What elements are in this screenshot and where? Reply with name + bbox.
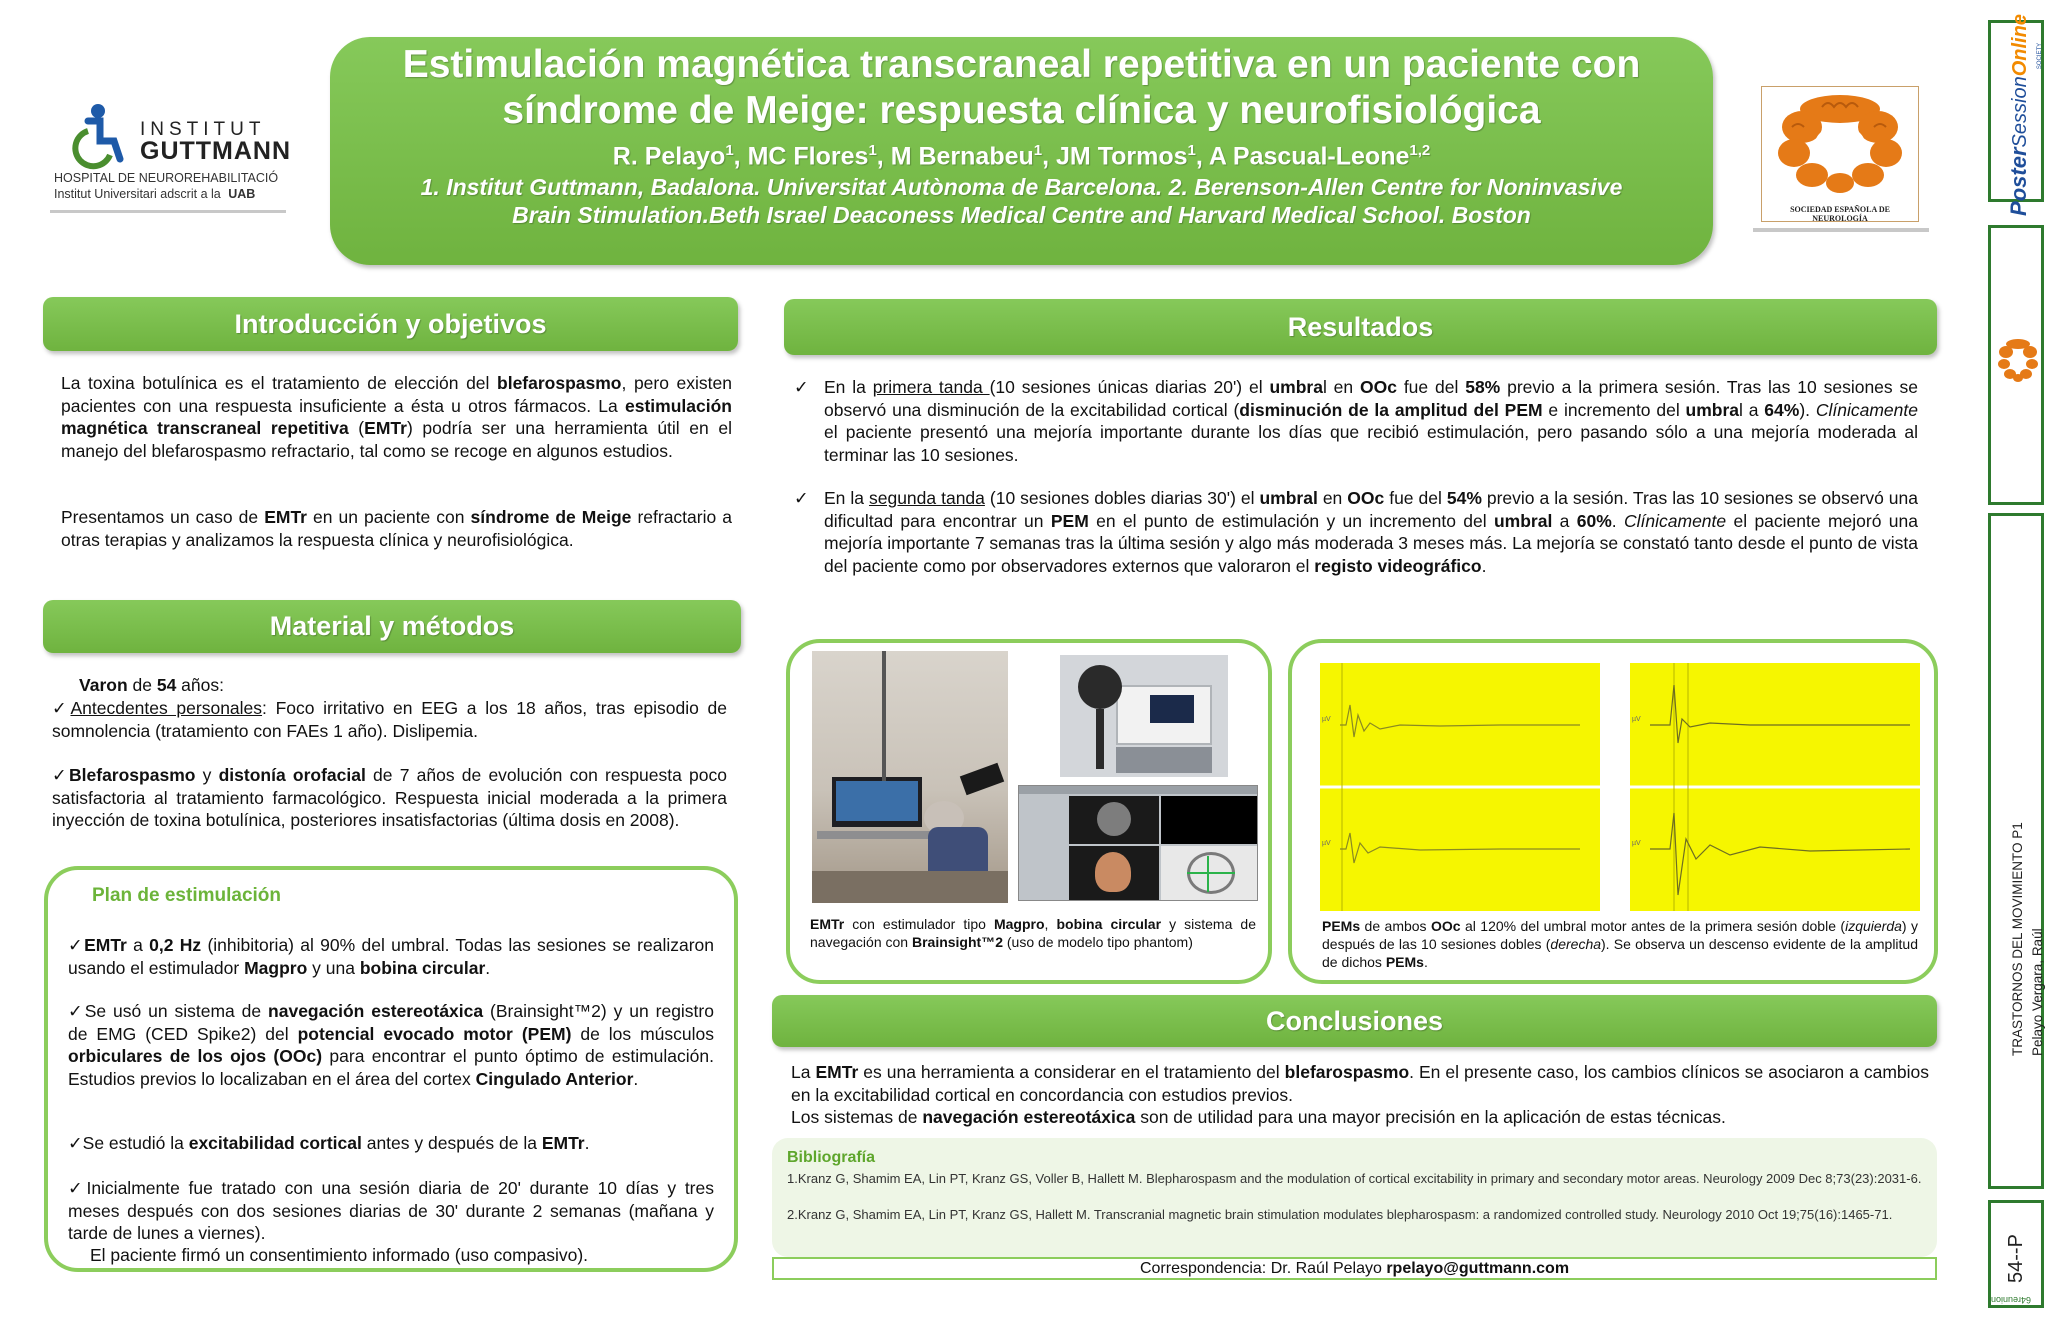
sidebar-footer: 64reunion	[1990, 1295, 2031, 1305]
text-run: de ambos	[1360, 918, 1431, 934]
text-run: y una	[307, 957, 360, 978]
text-run: bobina circular	[1056, 916, 1162, 932]
text-run: EMTr	[264, 507, 307, 527]
text-run: (10 sesiones únicas diarias 20') el	[989, 377, 1270, 397]
intro-heading: Introducción y objetivos	[43, 297, 738, 351]
text-run: . En el presente caso, los cambios clínicos se asociaron a cambios en la excitabilidad cortical en concordancia con estudios previos.	[791, 1062, 1930, 1105]
conclusions-paragraph-2	[791, 1106, 1929, 1129]
text-run: e incremento del	[1542, 399, 1686, 420]
logo-underline	[50, 210, 286, 213]
text-run: ,	[1044, 916, 1057, 932]
logo-line-hospital: HOSPITAL DE NEUROREHABILITACIÓ	[54, 171, 279, 185]
text-run: años:	[176, 675, 224, 695]
figure-pem-frame	[1288, 639, 1938, 984]
intro-paragraph-2	[61, 506, 732, 551]
text-run: orbiculares de los ojos (OOc)	[68, 1046, 323, 1066]
intro-paragraph-1	[61, 372, 732, 462]
stimulation-plan-heading: Plan de estimulación	[92, 885, 281, 906]
text-run: Presentamos un caso de	[61, 507, 265, 527]
plan-item-2	[68, 1000, 714, 1090]
text-run: (inhibitoria) al 90% del umbral. Todas las sesiones se realizaron usando el estimulador	[68, 935, 714, 978]
text-run: umbra	[1269, 377, 1323, 397]
correspondence-email[interactable]: rpelayo@guttmann.com	[1386, 1260, 1570, 1277]
methods-heading: Material y métodos	[43, 600, 741, 653]
text-run: fue del	[1384, 488, 1447, 508]
blepharospasm-history	[52, 764, 727, 832]
author-name: MC Flores	[747, 142, 869, 171]
text-run: , pero existen pacientes con una respuesta insuficiente a ésta u otros fármacos. La	[61, 373, 733, 416]
brainsight-screenshot	[1018, 785, 1258, 901]
correspondence-box	[772, 1257, 1937, 1280]
poster-session-online-logo	[1988, 14, 2044, 216]
text-run: de	[127, 675, 157, 695]
text-run: Clínicamente	[1624, 510, 1727, 531]
text-run: ✓Se usó un sistema de	[68, 1001, 269, 1021]
brain-logo-icon	[1762, 87, 1918, 199]
result-first-round	[794, 376, 1918, 466]
author-affiliation-index: 1	[868, 142, 877, 159]
plan-item-3	[68, 1132, 714, 1155]
text-run: ✓	[52, 698, 71, 718]
text-run: Antecdentes personales	[70, 698, 263, 718]
text-run: en un paciente con	[306, 507, 471, 527]
text-run: Varon	[79, 675, 128, 695]
text-run: .	[584, 1133, 590, 1153]
sen-logo	[1753, 86, 1931, 234]
patient-photo	[812, 651, 1008, 903]
checkmark-icon: ✓	[794, 488, 809, 508]
text-run: Clínicamente	[1815, 399, 1918, 420]
text-run: Blefarospasmo	[69, 765, 196, 785]
text-run: de los músculos	[571, 1023, 715, 1044]
author-name: M Bernabeu	[890, 142, 1034, 171]
text-run: en	[1317, 488, 1348, 508]
magpro-stimulator-photo	[1060, 655, 1228, 777]
text-run: OOc	[1360, 377, 1397, 397]
text-run: navegación estereotáxica	[922, 1107, 1136, 1127]
text-run: 0,2 Hz	[149, 935, 202, 955]
text-run: EMTr	[810, 916, 845, 932]
text-run: EMTr	[364, 418, 407, 438]
text-run: Magpro	[244, 957, 308, 978]
text-run: .	[1611, 510, 1624, 531]
text-run: ). Se observa un descenso evidente de la amplitud de dichos	[1322, 936, 1919, 970]
text-run: En la	[824, 488, 869, 508]
text-run: 58%	[1465, 377, 1501, 397]
text-run: ✓Inicialmente fue tratado con una sesión diaria de 20' durante 10 días y tres meses después con dos sesiones diarias de 30' durante 2 semanas (mañana y tarde de lunes a viernes).	[68, 1178, 714, 1243]
text-run: PEMs	[1322, 918, 1361, 934]
text-run: antes y después de la	[361, 1133, 542, 1153]
sen-caption: SOCIEDAD ESPAÑOLA DE NEUROLOGÍA	[1790, 205, 1890, 223]
text-run: el paciente mejoró una mejoría importante 7 semanas tras la última sesión y algo más moderada 3 meses más. La mejoría se constató tanto desde el punto de vista del paciente como por observadores externos que valoraron el	[824, 510, 1918, 576]
poster-code: 54--P	[2005, 1234, 2027, 1283]
author-name: A Pascual-Leone	[1208, 142, 1410, 171]
sen-small-brain-icon	[1996, 336, 2040, 386]
text-run: primera tanda	[872, 377, 990, 397]
text-run: .	[485, 957, 491, 978]
plan-item-4	[68, 1177, 714, 1245]
text-run: PEM	[1050, 510, 1089, 531]
figure-emtr-setup-frame	[786, 639, 1272, 984]
text-run: y sistema de navegación con	[810, 916, 1257, 950]
checkmark-icon: ✓	[794, 377, 809, 397]
text-run: 54%	[1446, 488, 1482, 508]
logo-line-institut: INSTITUT	[140, 119, 266, 140]
poster-title-line1: Estimulación magnética transcraneal repetitiva en un paciente con	[402, 43, 1641, 86]
patient-summary	[79, 674, 679, 697]
text-run: 54	[156, 675, 177, 695]
svg-text:µV: µV	[1322, 840, 1331, 847]
author-name: JM Tormos	[1056, 142, 1188, 171]
poster-title-line2: síndrome de Meige: respuesta clínica y neurofisiológica	[502, 89, 1541, 132]
stimulation-plan-frame	[44, 866, 738, 1272]
figure-caption-setup	[810, 915, 1256, 951]
text-run: Cingulado Anterior	[475, 1068, 634, 1089]
sidebar-sen-box	[1988, 225, 2044, 505]
text-run: al 120% del umbral motor antes de la primera sesión doble (	[1460, 918, 1846, 934]
sidebar-author: Pelayo Vergara, Raúl	[2030, 928, 2045, 1056]
text-run: derecha	[1550, 936, 1602, 952]
antecedents-paragraph	[52, 697, 727, 742]
sidebar-topic: TRASTORNOS DEL MOVIMIENTO P1	[2010, 822, 2025, 1056]
text-run: en el punto de estimulación y un incremento del	[1088, 510, 1494, 531]
text-run: Los sistemas de	[791, 1107, 923, 1127]
text-run: estimulación magnética transcraneal repetitiva	[61, 395, 732, 438]
text-run: fue del	[1396, 377, 1466, 397]
logo-line-universitari: Institut Universitari adscrit a la	[54, 187, 221, 201]
text-run: blefarospasmo	[1284, 1062, 1410, 1082]
text-run: 64%	[1764, 399, 1800, 420]
author-affiliation-index: 1,2	[1409, 142, 1431, 159]
text-run: síndrome de Meige	[470, 507, 632, 527]
author-affiliation-index: 1	[1187, 142, 1196, 159]
text-run: ✓	[52, 765, 70, 785]
pem-plot-after	[1630, 663, 1920, 911]
figure-caption-pem	[1322, 917, 1918, 971]
text-run: ✓Se estudió la	[68, 1133, 189, 1153]
conclusions-heading: Conclusiones	[772, 995, 1937, 1047]
text-run: con estimulador tipo	[844, 916, 994, 932]
text-run: es una herramienta a considerar en el tratamiento del	[858, 1062, 1285, 1082]
text-run: l en	[1322, 377, 1360, 397]
title-banner	[330, 37, 1713, 265]
bibliography-block	[772, 1138, 1937, 1257]
text-run: bobina circular	[359, 957, 486, 978]
bibliography-ref-1: 1.Kranz G, Shamim EA, Lin PT, Kranz GS, Voller B, Hallett M. Blepharospasm and the modulation of cortical excitability in primary and secondary motor areas. Neurology 2009 Dec 8;73(23):2031-6.	[787, 1171, 1922, 1186]
text-run: potencial evocado motor (PEM)	[297, 1023, 572, 1044]
text-run: ) y después de las 10 sesiones dobles (	[1322, 918, 1918, 952]
author-name: R. Pelayo	[612, 142, 726, 171]
plan-item-1	[68, 934, 714, 979]
text-run: previo a la primera sesión. Tras las 10 sesiones se observó una disminución de la excitabilidad cortical (	[824, 377, 1918, 420]
author-affiliation-index: 1	[1033, 142, 1043, 159]
text-run: .	[633, 1068, 639, 1089]
brand-online: Online	[2009, 14, 2031, 77]
text-run: previo a la sesión. Tras las 10 sesiones se observó una dificultad para encontrar un	[824, 488, 1918, 531]
result-second-round	[794, 487, 1918, 577]
text-run: para encontrar el punto óptimo de estimulación. Estudios previos lo localizaban en el área del cortex	[68, 1046, 714, 1089]
brand-poster: Poster	[2006, 147, 2031, 216]
text-run: segunda tanda	[868, 488, 985, 508]
text-run: OOc	[1347, 488, 1385, 508]
pem-plot-before	[1320, 663, 1600, 911]
svg-text:µV: µV	[1322, 716, 1331, 723]
text-run: izquierda	[1845, 918, 1902, 934]
informed-consent: El paciente firmó un consentimiento informado (uso compasivo).	[90, 1245, 589, 1265]
affiliations-line1: 1. Institut Guttmann, Badalona. Universitat Autònoma de Barcelona. 2. Berenson-Allen Centre for Noninvasive	[420, 174, 1623, 201]
text-run: a	[1552, 510, 1577, 531]
text-run: a	[126, 935, 150, 955]
text-run: Magpro	[993, 916, 1045, 932]
text-run: refractario a otras terapias y analizamos la respuesta clínica y neurofisiológica.	[61, 507, 733, 550]
svg-text:µV: µV	[1632, 716, 1641, 723]
text-run: ) podría ser una herramienta útil en el manejo del blefarospasmo refractario, tal como se recoge en algunos estudios.	[61, 418, 733, 461]
sidebar-code-box	[1988, 1200, 2044, 1308]
brand-session: Session	[2009, 76, 2031, 148]
institut-guttmann-logo	[50, 97, 292, 215]
text-run: En la	[824, 377, 873, 397]
text-run: 60%	[1576, 510, 1612, 531]
text-run: umbra	[1685, 399, 1740, 420]
text-run: l a	[1739, 399, 1765, 420]
results-heading: Resultados	[784, 299, 1937, 355]
text-run: excitabilidad cortical	[188, 1133, 362, 1153]
text-run: registo videográfico	[1314, 555, 1482, 576]
bibliography-ref-2: 2.Kranz G, Shamim EA, Lin PT, Kranz GS, Hallett M. Transcranial magnetic brain stimulation modulates blepharospasm: a randomized controlled study. Neurology 2010 Oct 19;75(16):1465-71.	[787, 1207, 1893, 1222]
wheelchair-icon	[70, 101, 126, 171]
text-run: OOc	[1430, 918, 1461, 934]
author-affiliation-index: 1	[725, 142, 734, 159]
sidebar-topic-box	[1988, 513, 2044, 1189]
text-run: (Brainsight™2) y un registro de EMG (CED Spike2) del	[68, 1001, 714, 1044]
text-run: La toxina botulínica es el tratamiento de elección del	[61, 373, 498, 393]
text-run: .	[1423, 954, 1428, 970]
brand-society: SOCIETY	[2037, 42, 2044, 70]
text-run: ).	[1799, 399, 1816, 420]
bibliography-heading: Bibliografía	[787, 1149, 876, 1166]
text-run: (	[348, 418, 365, 438]
text-run: (10 sesiones dobles diarias 30') el	[984, 488, 1260, 508]
conclusions-paragraph-1	[791, 1061, 1929, 1106]
affiliations-line2: Brain Stimulation.Beth Israel Deaconess Medical Centre and Harvard Medical School. Boston	[512, 202, 1531, 229]
uab-logo: UAB	[228, 187, 256, 201]
text-run: el paciente presentó una mejoría importante durante los días que recibió estimulación, pero pasando sólo a una mejoría moderada al terminar las 10 sesiones.	[824, 422, 1918, 465]
text-run: EMTr	[84, 935, 127, 955]
text-run: disminución de la amplitud del PEM	[1239, 399, 1543, 420]
text-run: : Foco irritativo en EEG a los 18 años, tras episodio de somnolencia (tratamiento con FAEs 1 año). Dislipemia.	[52, 698, 727, 741]
text-run: distonía orofacial	[218, 765, 366, 785]
svg-text:µV: µV	[1632, 840, 1641, 847]
text-run: La	[791, 1062, 816, 1082]
text-run: PEMs	[1385, 954, 1424, 970]
text-run: umbral	[1493, 510, 1553, 531]
text-run: EMTr	[541, 1133, 585, 1153]
text-run: (uso de modelo tipo phantom)	[1002, 934, 1193, 950]
text-run: son de utilidad para una mayor precisión en la aplicación de estas técnicas.	[1135, 1107, 1726, 1127]
text-run: y	[195, 765, 219, 785]
correspondence-label: Correspondencia: Dr. Raúl Pelayo	[1139, 1260, 1387, 1277]
text-run: EMTr	[815, 1062, 859, 1082]
text-run: .	[1481, 555, 1487, 576]
text-run: navegación estereotáxica	[268, 1001, 484, 1021]
text-run: umbral	[1259, 488, 1318, 508]
author-list: R. Pelayo$^1$, MC Flores$^1$, M Bernabeu$^1$, JM Tormos$^1$, A Pascual-Leone$^{1,2}$	[612, 142, 1431, 171]
text-run: de 7 años de evolución con respuesta poco satisfactoria al tratamiento farmacológico. Respuesta inicial moderada a la primera inyección de toxina botulínica, posteriores insatisfactorias (última dosis en 2008).	[52, 765, 728, 830]
logo-line-guttmann: GUTTMANN	[140, 137, 292, 165]
text-run: blefarospasmo	[497, 373, 622, 393]
text-run: ✓	[68, 935, 85, 955]
text-run: Brainsight™2	[911, 934, 1003, 950]
